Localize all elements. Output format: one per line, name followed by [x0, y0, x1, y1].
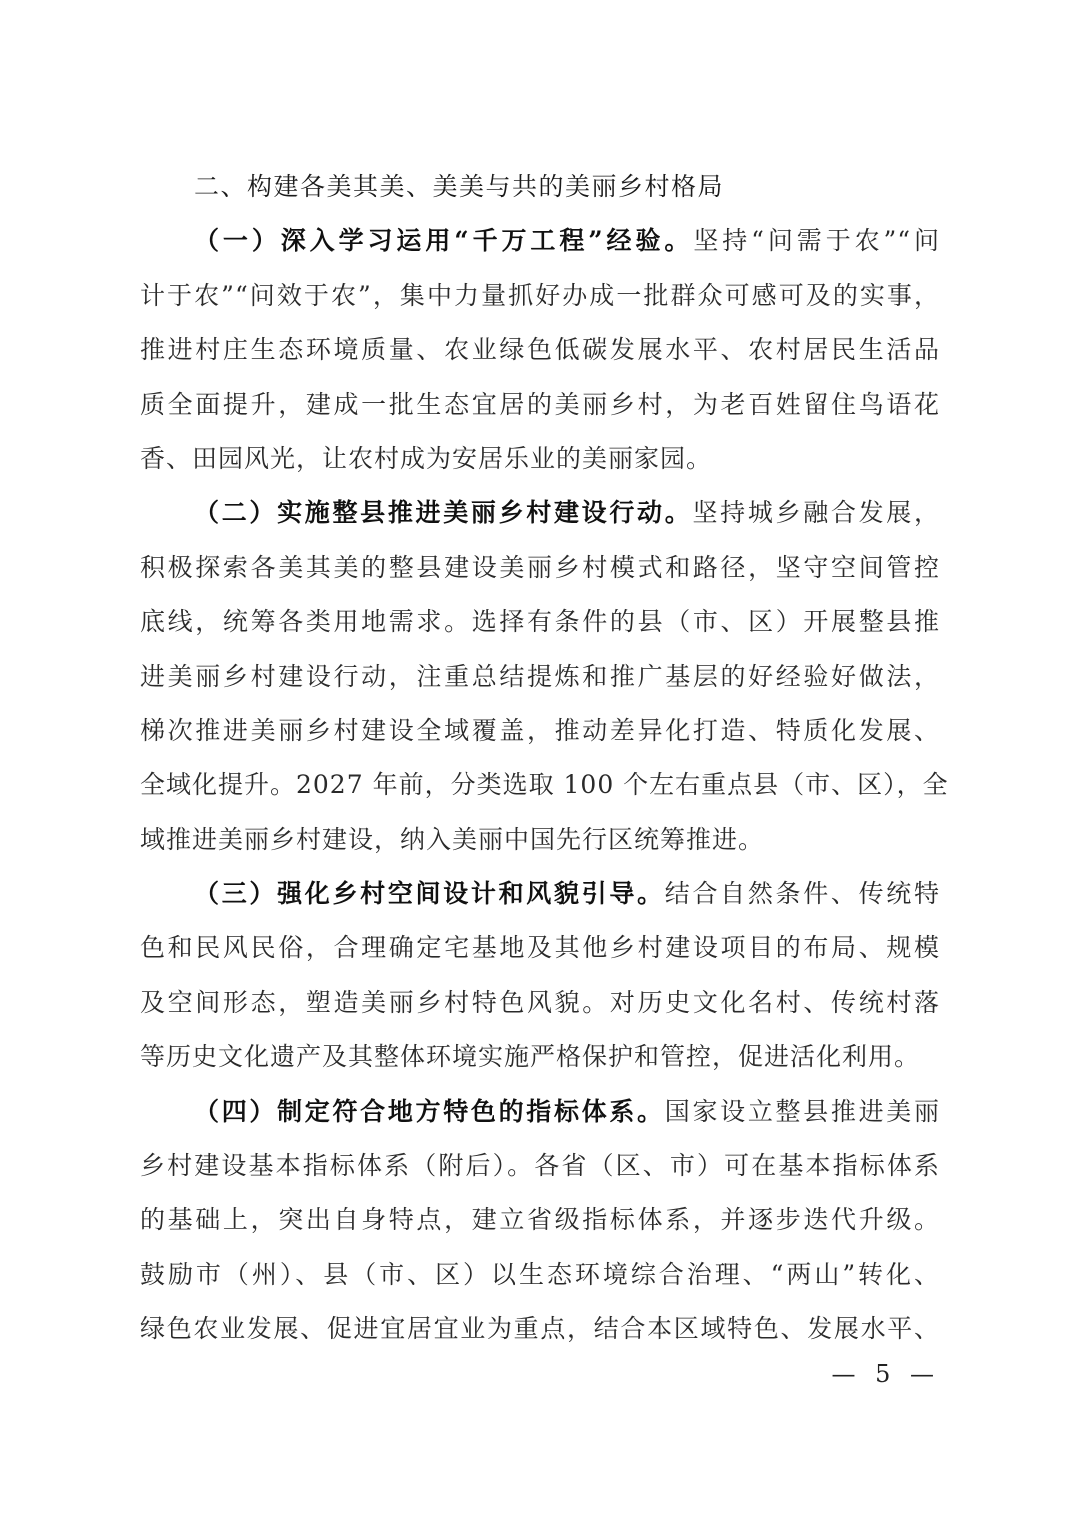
paragraph-line: 乡村建设基本指标体系（附后）。各省（区、市）可在基本指标体系	[140, 1151, 940, 1181]
paragraph	[140, 1085, 940, 1357]
paragraph-lead: （二）实施整县推进美丽乡村建设行动。	[194, 498, 693, 528]
paragraph-line: 鼓励市（州）、县（市、区）以生态环境综合治理、“两山”转化、	[140, 1259, 940, 1289]
paragraph	[140, 486, 949, 867]
paragraph	[140, 214, 940, 486]
paragraph-line: 积极探索各美其美的整县建设美丽乡村模式和路径，坚守空间管控	[140, 552, 940, 582]
paragraph-line: 计于农”“问效于农”，集中力量抓好办成一批群众可感可及的实事，	[140, 280, 940, 310]
paragraph-text: 国家设立整县推进美丽	[664, 1096, 940, 1126]
paragraph	[140, 867, 940, 1085]
paragraph-line: 域推进美丽乡村建设，纳入美丽中国先行区统筹推进。	[140, 824, 765, 854]
paragraph-text: 结合自然条件、传统特	[664, 879, 940, 909]
paragraph-line: 及空间形态，塑造美丽乡村特色风貌。对历史文化名村、传统村落	[140, 987, 940, 1017]
paragraph-line: 色和民风民俗，合理确定宅基地及其他乡村建设项目的布局、规模	[140, 933, 940, 963]
paragraph-first-line	[140, 486, 940, 540]
paragraph-first-line	[140, 867, 940, 921]
paragraph-lead: （三）强化乡村空间设计和风貌引导。	[194, 879, 665, 909]
paragraphs	[140, 214, 949, 1356]
document-page	[140, 160, 949, 1357]
paragraph-line: 梯次推进美丽乡村建设全域覆盖，推动差异化打造、特质化发展、	[140, 715, 940, 745]
paragraph-text: 坚持城乡融合发展，	[692, 498, 940, 528]
paragraph-line: 进美丽乡村建设行动，注重总结提炼和推广基层的好经验好做法，	[140, 661, 940, 691]
paragraph-line: 推进村庄生态环境质量、农业绿色低碳发展水平、农村居民生活品	[140, 335, 940, 365]
section-heading: 二、构建各美其美、美美与共的美丽乡村格局	[194, 172, 725, 201]
paragraph-line: 质全面提升，建成一批生态宜居的美丽乡村，为老百姓留住鸟语花	[140, 389, 940, 419]
paragraph-first-line	[140, 214, 940, 268]
paragraph-line: 等历史文化遗产及其整体环境实施严格保护和管控，促进活化利用。	[140, 1042, 921, 1072]
paragraph-lead: （一）深入学习运用“千万工程”经验。	[194, 226, 694, 256]
paragraph-line: 底线，统筹各类用地需求。选择有条件的县（市、区）开展整县推	[140, 607, 940, 637]
paragraph-line: 全域化提升。2027 年前，分类选取 100 个左右重点县（市、区），全	[140, 770, 949, 800]
paragraph-line: 香、田园风光，让农村成为安居乐业的美丽家园。	[140, 443, 713, 473]
page-number: — 5 —	[831, 1360, 940, 1388]
paragraph-line: 绿色农业发展、促进宜居宜业为重点，结合本区域特色、发展水平、	[140, 1314, 940, 1344]
paragraph-first-line	[140, 1085, 940, 1139]
paragraph-lead: （四）制定符合地方特色的指标体系。	[194, 1096, 665, 1126]
paragraph-text: 坚持“问需于农”“问	[693, 226, 941, 256]
paragraph-line: 的基础上，突出自身特点，建立省级指标体系，并逐步迭代升级。	[140, 1205, 940, 1235]
